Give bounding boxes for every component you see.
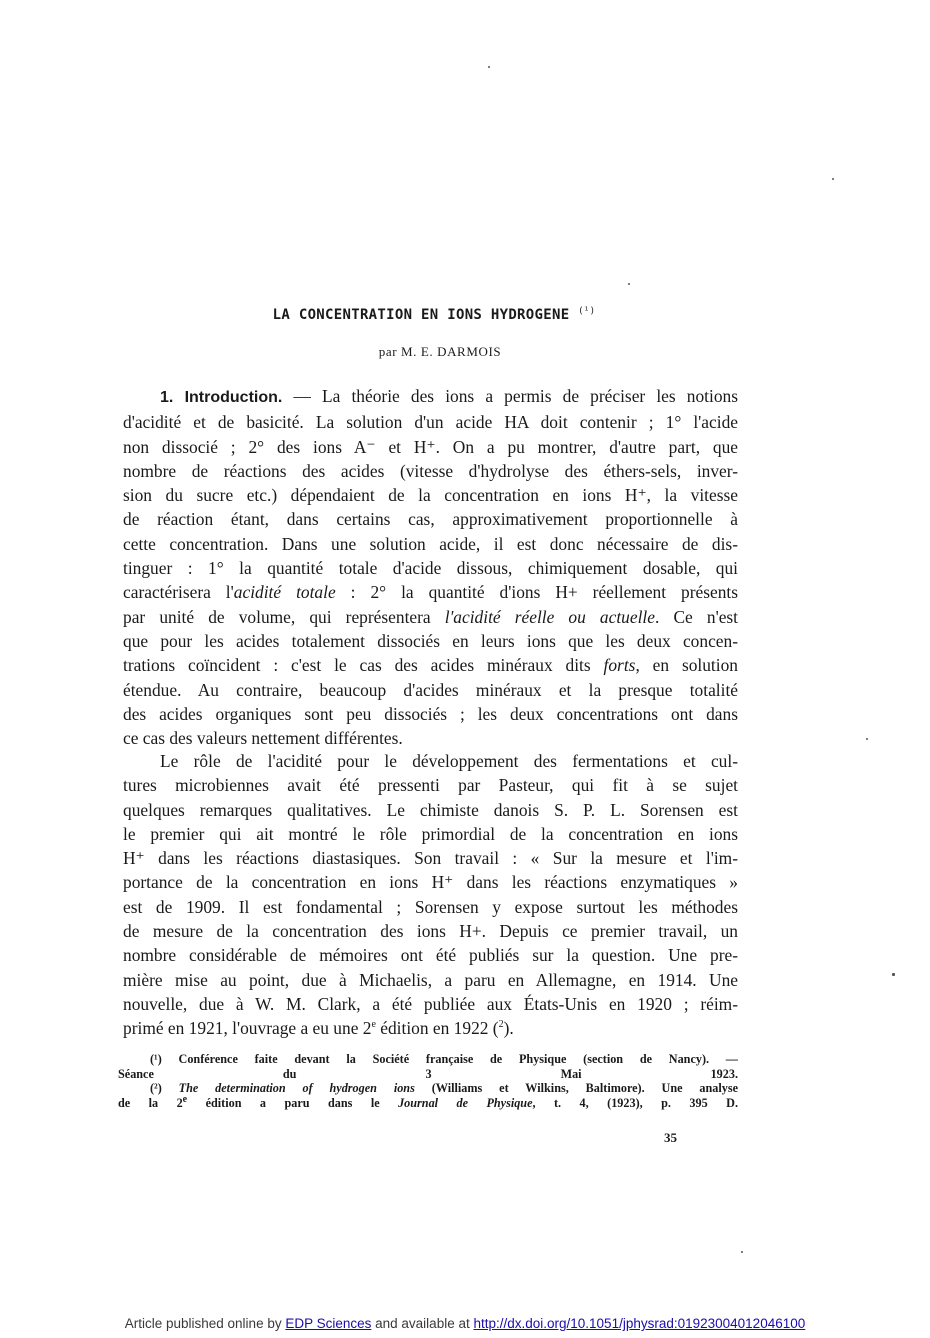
page-number: 35: [664, 1130, 677, 1145]
text-line: nouvelle, due à W. M. Clark, a été publiée aux États-Unis en 1920 ; réim-: [123, 993, 738, 1014]
edp-sciences-link[interactable]: EDP Sciences: [285, 1316, 372, 1331]
text-line: par unité de volume, qui représentera l'acidité réelle ou actuelle. Ce n'est: [123, 606, 739, 627]
text-line: cette concentration. Dans une solution acide, il est donc nécessaire de dis-: [123, 533, 738, 554]
text-line: mière mise au point, due à Michaelis, a paru en Allemagne, en 1914. Une: [123, 969, 738, 990]
footnote-1-cont: Séance du 3 Mai 1923.: [118, 1066, 738, 1081]
scan-speck: [892, 973, 895, 976]
paragraph-history: [123, 749, 738, 1041]
footnote-2-cont: de la 2e édition a paru dans le Journal de Physique, t. 4, (1923), p. 395 D.: [118, 1093, 738, 1110]
text-line: de mesure de la concentration des ions H+. Depuis ce premier travail, un: [123, 921, 738, 942]
text-line: caractérisera l'acidité totale : 2° la quantité d'ions H+ réellement présents: [123, 582, 739, 603]
publication-footer: Article published online by EDP Sciences and available at http://dx.doi.org/10.1051/jphysrad:01923004012046100: [124, 1316, 806, 1331]
scan-speck: [866, 738, 868, 740]
text-line: est de 1909. Il est fondamental ; Sorensen y expose surtout les méthodes: [123, 896, 738, 917]
text-line: le premier qui ait montré le rôle primordial de la concentration en ions: [123, 823, 738, 844]
article-title-text: LA CONCENTRATION EN IONS HYDROGENE: [272, 307, 570, 323]
text-line: ce cas des valeurs nettement différentes.: [123, 728, 403, 749]
text-line: des acides organiques sont peu dissociés ; les deux concentrations ont dans: [123, 703, 738, 724]
text-line: tinguer : 1° la quantité totale d'acide dissous, chimiquement dosable, qui: [123, 558, 738, 579]
footnote-2: (²) The determination of hydrogen ions (Williams et Wilkins, Baltimore). Une analyse: [150, 1081, 739, 1096]
text-line: primé en 1921, l'ouvrage a eu une 2e édition en 1922 ($^2$).: [123, 1018, 514, 1039]
footnotes: [118, 1052, 738, 1110]
footnote-ref-2[interactable]: 2: [498, 1019, 504, 1031]
title-footnote-mark[interactable]: (¹): [578, 306, 596, 317]
text-line: Le rôle de l'acidité pour le développement des fermentations et cul-: [160, 751, 738, 771]
text-line: nombre de réactions des acides (vitesse d'hydrolyse des éthers-sels, inver-: [123, 460, 738, 481]
scan-speck: [832, 178, 834, 180]
footnote-1: (¹) Conférence faite devant la Société française de Physique (section de Nancy). —: [150, 1052, 738, 1066]
text-line: tures microbiennes avait été pressenti par Pasteur, qui fit à se sujet: [123, 775, 738, 796]
scan-speck: [488, 66, 490, 68]
text-line: d'acidité et de basicité. La solution d'un acide HA doit contenir ; 1° l'acide: [123, 412, 738, 433]
section-heading: 1. Introduction.: [160, 389, 283, 406]
text-line: que pour les acides totalement dissociés en leurs ions que les deux concen-: [123, 630, 738, 651]
text-line: de réaction étant, dans certains cas, approximativement proportionnelle à: [123, 509, 738, 530]
emphasis-acidite-reelle: l'acidité réelle ou actuelle: [444, 606, 655, 627]
scan-speck: [628, 283, 630, 285]
text-line: sion du sucre etc.) dépendaient de la concentration en ions H⁺, la vitesse: [123, 485, 738, 506]
journal-title: Journal de Physique: [398, 1095, 533, 1110]
doi-link[interactable]: http://dx.doi.org/10.1051/jphysrad:01923004012046100: [473, 1316, 806, 1331]
text-line: quelques remarques qualitatives. Le chimiste danois S. P. L. Sorensen est: [123, 799, 738, 820]
article-author: par M. E. DARMOIS: [378, 344, 502, 359]
emphasis-forts: forts: [603, 655, 636, 676]
text-line: portance de la concentration en ions H⁺ dans les réactions enzymatiques »: [123, 872, 738, 893]
text-line: H⁺ dans les réactions diastasiques. Son travail : « Sur la mesure et l'im-: [123, 848, 738, 869]
emphasis-acidite-totale: acidité totale: [233, 582, 336, 603]
article-title: [0, 307, 868, 323]
text-line: non dissocié ; 2° des ions A⁻ et H⁺. On a pu montrer, d'autre part, que: [123, 436, 738, 457]
text-line: nombre considérable de mémoires ont été publiés sur la question. Une pre-: [123, 945, 738, 966]
text-line: 1. Introduction. — La théorie des ions a permis de préciser les notions: [160, 386, 739, 406]
text-line: étendue. Au contraire, beaucoup d'acides minéraux et la presque totalité: [123, 679, 738, 700]
text-line: trations coïncident : c'est le cas des acides minéraux dits forts, en solution: [123, 655, 738, 676]
scan-speck: [741, 1251, 743, 1253]
paragraph-introduction: [123, 384, 738, 750]
